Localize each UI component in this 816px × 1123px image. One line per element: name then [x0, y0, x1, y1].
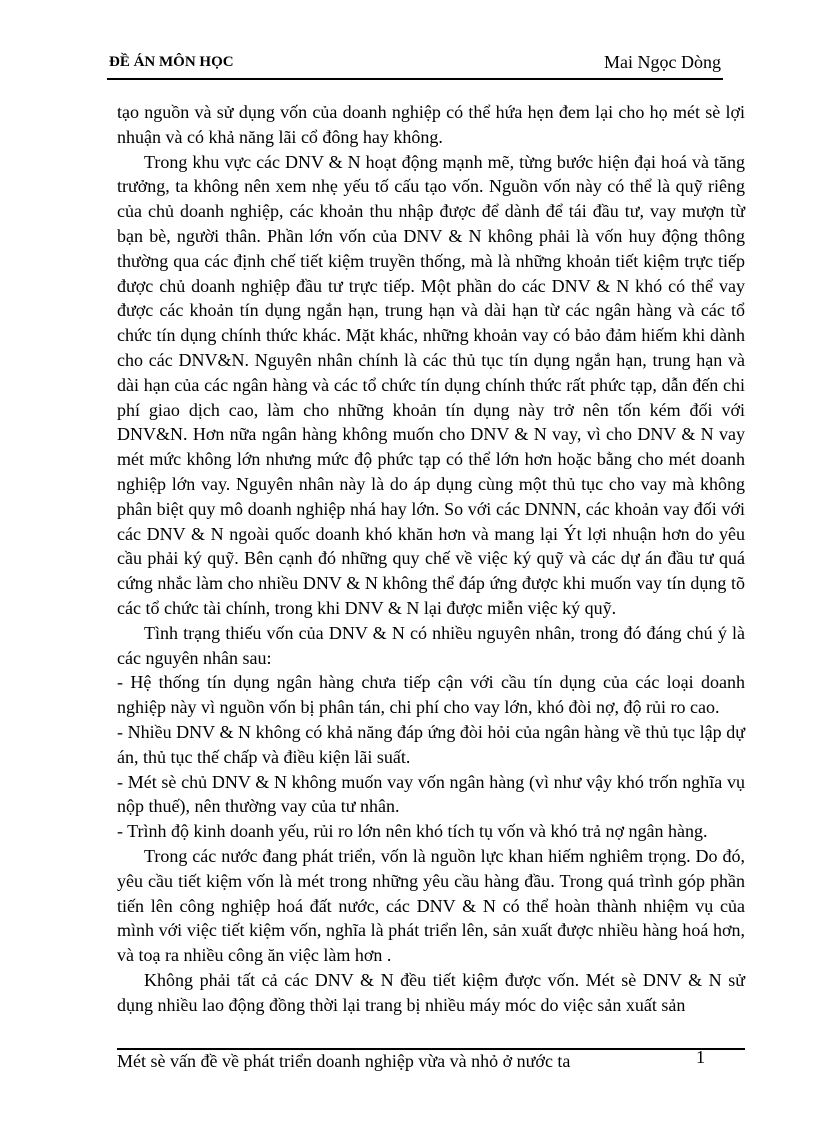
page-header: [107, 50, 723, 80]
paragraph: Trong khu vực các DNV & N hoạt động mạnh mẽ, từng bước hiện đại hoá và tăng trưởng, ta không nên xem nhẹ yếu tố cấu tạo vốn. Nguồn vốn này có thể là quỹ riêng của chủ doanh nghiệp, các khoản thu nhập được để dành để tái đầu tư, vay mượn từ bạn bè, người thân. Phần lớn vốn của DNV & N không phải là vốn huy động thông thường qua các định chế tiết kiệm truyền thống, mà là những khoản tiết kiệm trực tiếp được chủ doanh nghiệp đầu tư trực tiếp. Một phần do các DNV & N khó có thể vay được các khoản tín dụng ngắn hạn, trung hạn và dài hạn từ các ngân hàng và các tổ chức tín dụng chính thức khác. Mặt khác, những khoản vay có bảo đảm hiếm khi dành cho các DNV&N. Nguyên nhân chính là các thủ tục tín dụng ngắn hạn, trung hạn và dài hạn của các ngân hàng và các tổ chức tín dụng chính thức rất phức tạp, dẫn đến chi phí giao dịch cao, làm cho những khoản tín dụng này trở nên tốn kém đối với DNV&N. Hơn nữa ngân hàng không muốn cho DNV & N vay, vì cho DNV & N vay mét mức không lớn nhưng mức độ phức tạp có thể lớn hơn hoặc bằng cho mét doanh nghiệp lớn vay. Nguyên nhân này là do áp dụng cùng một thủ tục cho vay mà không phân biệt quy mô doanh nghiệp nhá hay lớn. So với các DNNN, các khoản vay đối với các DNV & N ngoài quốc doanh khó khăn hơn và mang lại Ýt lợi nhuận hơn do yêu cầu phải ký quỹ. Bên cạnh đó những quy chế về việc ký quỹ và các dự án đầu tư quá cứng nhắc làm cho nhiều DNV & N không thể đáp ứng được khi muốn vay tín dụng tõ các tổ chức tài chính, trong khi DNV & N lại được miễn việc ký quỹ.: [117, 151, 745, 618]
footer-divider: [117, 1048, 745, 1050]
paragraph: tạo nguồn và sử dụng vốn của doanh nghiệp có thể hứa hẹn đem lại cho họ mét sè lợi nhuận và có khả năng lãi cổ đông hay không.: [117, 102, 745, 147]
paragraph: Trong các nước đang phát triển, vốn là nguồn lực khan hiếm nghiêm trọng. Do đó, yêu cầu tiết kiệm vốn là mét trong những yêu cầu hàng đầu. Trong quá trình góp phần tiến lên công nghiệp hoá đất nước, các DNV & N có thể hoàn thành nhiệm vụ của mình với việc tiết kiệm vốn, nghĩa là phát triển lên, sản xuất được nhiều hàng hoá hơn, và toạ ra nhiều công ăn việc làm hơn .: [117, 845, 745, 966]
bullet-item: - Mét sè chủ DNV & N không muốn vay vốn ngân hàng (vì như vậy khó trốn nghĩa vụ nộp thuế), nên thường vay của tư nhân.: [117, 771, 745, 817]
footer-title: Mét sè vấn đề về phát triển doanh nghiệp vừa và nhỏ ở nước ta: [117, 1051, 571, 1071]
page-footer: [117, 1047, 745, 1077]
bullet-item: - Trình độ kinh doanh yếu, rủi ro lớn nên khó tích tụ vốn và khó trả nợ ngân hàng.: [117, 821, 708, 842]
document-body: [117, 100, 745, 1017]
header-course-title: ĐỀ ÁN MÔN HỌC: [109, 54, 234, 70]
paragraph: Tình trạng thiếu vốn của DNV & N có nhiều nguyên nhân, trong đó đáng chú ý là các nguyên nhân sau:: [117, 622, 745, 668]
paragraph: Không phải tất cả các DNV & N đều tiết kiệm được vốn. Mét sè DNV & N sử dụng nhiều lao động đồng thời lại trang bị nhiều máy móc do việc sản xuất sản: [117, 969, 745, 1015]
header-author: Mai Ngọc Dòng: [604, 52, 721, 72]
bullet-item: - Hệ thống tín dụng ngân hàng chưa tiếp cận với cầu tín dụng của các loại doanh nghiệp này vì nguồn vốn bị phân tán, chi phí cho vay lớn, khó đòi nợ, độ rủi ro cao.: [117, 672, 745, 718]
page-number: 1: [696, 1047, 705, 1067]
bullet-item: - Nhiều DNV & N không có khả năng đáp ứng đòi hỏi của ngân hàng về thủ tục lập dự án, thủ tục thế chấp và điều kiện lãi suất.: [117, 721, 745, 767]
